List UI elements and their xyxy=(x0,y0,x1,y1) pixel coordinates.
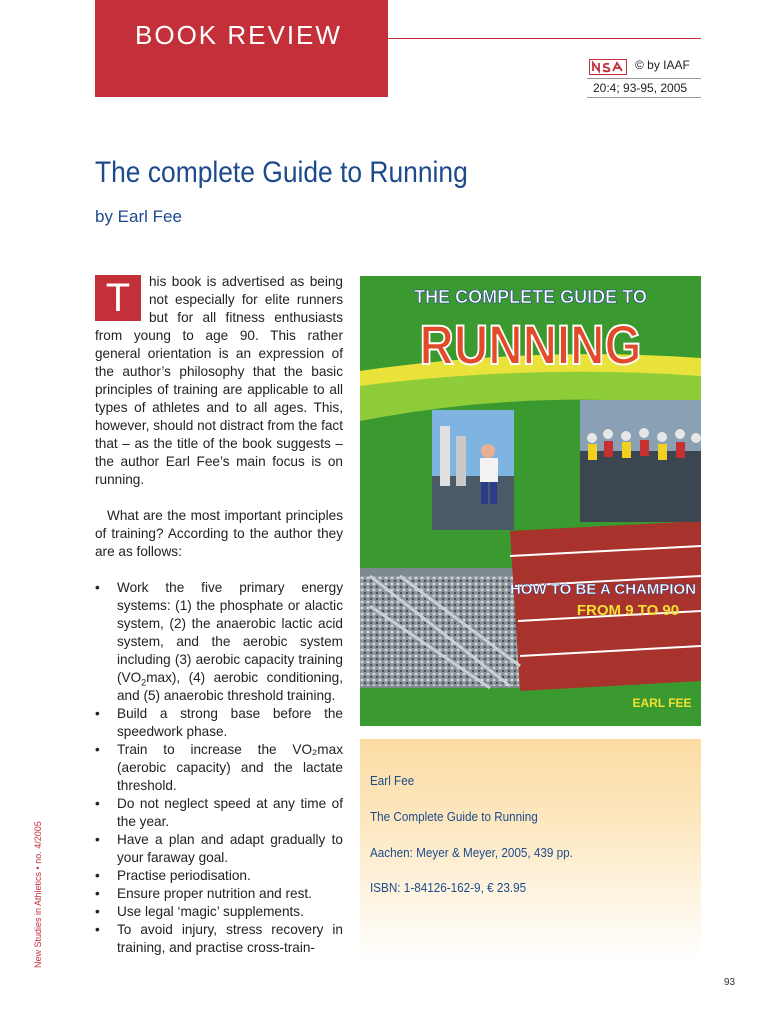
principles-list xyxy=(95,579,343,957)
info-author: Earl Fee xyxy=(370,773,415,788)
journal-side-text: New Studies in Athletics • no. 4/2005 xyxy=(33,821,43,968)
copyright-text: © by IAAF xyxy=(635,58,690,72)
article-title: The complete Guide to Running xyxy=(95,156,468,189)
book-cover-image xyxy=(360,276,701,726)
cover-main-word: RUNNING xyxy=(419,313,642,376)
list-item-text: max), (4) aerobic conditioning, and (5) anaerobic threshold training. xyxy=(117,670,343,703)
section-banner xyxy=(95,0,388,97)
intro-paragraph xyxy=(95,273,343,489)
cover-tagline-2: FROM 9 TO 90 xyxy=(576,602,680,619)
intro-text: his book is advertised as being not especially for elite runners but for all fitness enthusiasts from young to age 90. This rather general orientation is an expression of the author’s philosophy that the basic principles of training are applicable to all types of athletes and to all ages. This, however, should not distract from the fact that – as the title of the book suggests – the author Earl Fee’s main focus is on running. xyxy=(95,274,343,487)
info-title: The Complete Guide to Running xyxy=(370,809,538,824)
list-item: • Do not neglect speed at any time of the year. xyxy=(95,795,343,831)
citation-text: 20:4; 93-95, 2005 xyxy=(593,81,688,95)
list-item-text: Work the five primary energy systems: (1) the phosphate or alactic system, (2) the anaerobic lactic acid system, and the aerobic system including (3) aerobic capacity training (VO xyxy=(117,580,343,685)
cover-tagline-1: HOW TO BE A CHAMPION xyxy=(509,581,697,598)
page-number: 93 xyxy=(724,977,736,988)
article-body xyxy=(95,273,343,957)
info-publisher: Aachen: Meyer & Meyer, 2005, 439 pp. xyxy=(370,845,573,860)
book-info-box xyxy=(360,739,701,961)
principles-paragraph: What are the most important principles of training? According to the author they are as follows: xyxy=(95,508,343,559)
list-item xyxy=(95,579,343,705)
cover-author: EARL FEE xyxy=(632,696,692,710)
drop-cap: T xyxy=(95,275,141,321)
list-item: • Build a strong base before the speedwork phase. xyxy=(95,705,343,741)
nsa-logo-icon xyxy=(589,59,627,75)
citation-rule-bottom xyxy=(587,97,701,98)
section-label: BOOK REVIEW xyxy=(135,20,342,50)
subscript-2: 2 xyxy=(141,677,147,688)
article-byline: by Earl Fee xyxy=(95,207,182,226)
list-item: • Train to increase the VO₂max (aerobic capacity) and the lactate threshold. xyxy=(95,741,343,795)
cover-top-line: THE COMPLETE GUIDE TO xyxy=(414,287,647,307)
list-item: • Have a plan and adapt gradually to your faraway goal. xyxy=(95,831,343,867)
header-rule xyxy=(388,38,701,39)
list-item: • Use legal ‘magic’ supplements. xyxy=(95,903,343,921)
citation-rule-top xyxy=(587,78,701,79)
list-item: • To avoid injury, stress recovery in training, and practise cross-train- xyxy=(95,921,343,957)
list-item: • Ensure proper nutrition and rest. xyxy=(95,885,343,903)
info-isbn: ISBN: 1-84126-162-9, € 23.95 xyxy=(370,880,527,895)
list-item: • Practise periodisation. xyxy=(95,867,343,885)
